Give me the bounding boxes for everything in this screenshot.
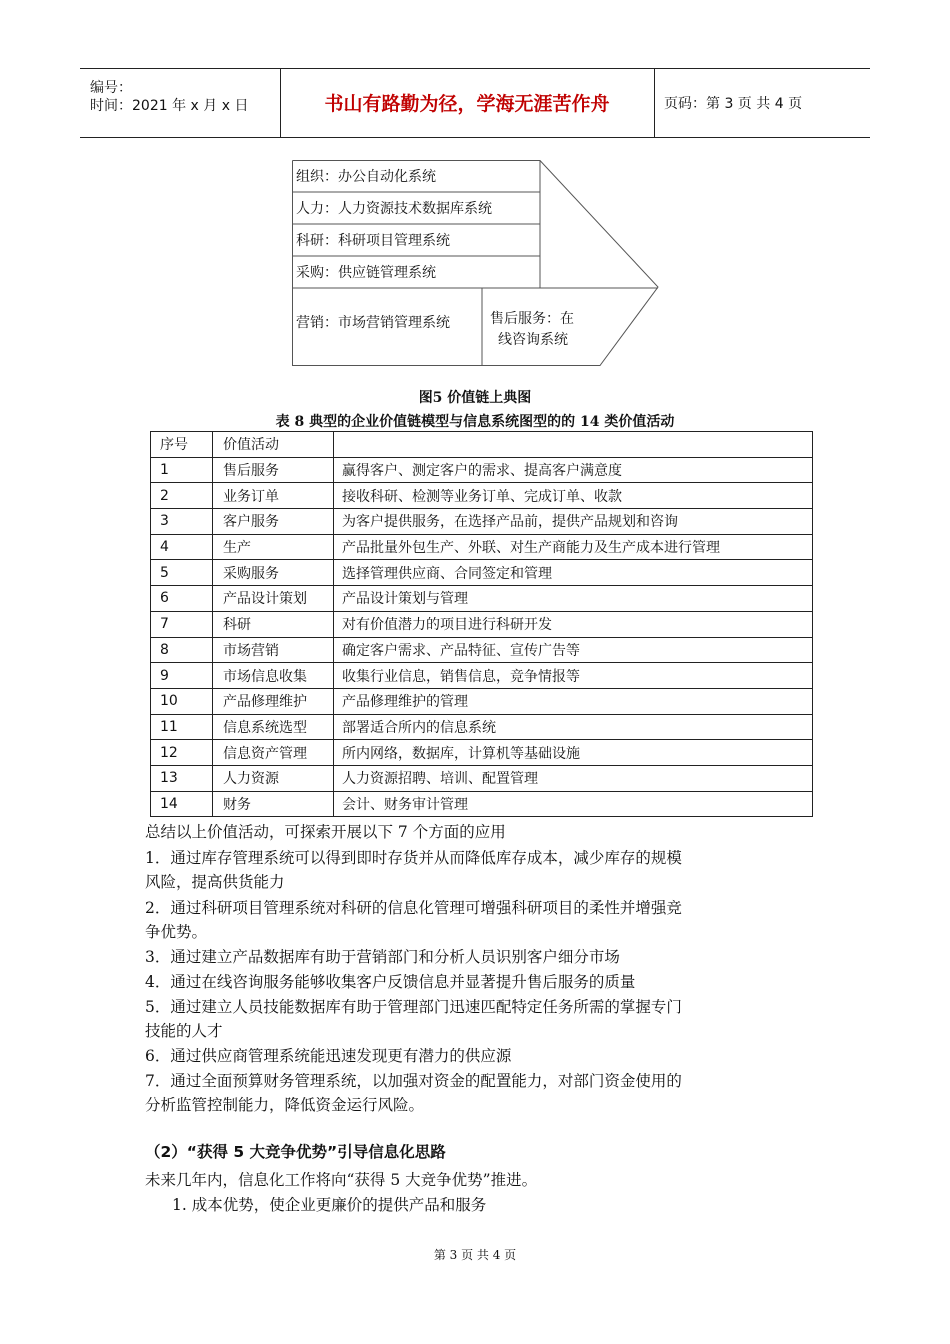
summary-intro: 总结以上价值活动，可探索开展以下 7 个方面的应用 [145,823,506,841]
row-activity: 市场信息收集 [213,663,334,689]
row-activity: 业务订单 [213,483,334,509]
date-label: 时间：2021 年 x 月 x 日 [90,98,249,114]
row-description: 赢得客户、测定客户的需求、提高客户满意度 [334,457,813,483]
application-item-5-cont: 技能的人才 [145,1022,223,1040]
table-row [151,483,813,509]
header-divider [654,69,655,137]
header-page-label: 页码：第 3 页 共 4 页 [664,96,803,112]
application-item-1: 1．通过库存管理系统可以得到即时存货并从而降低库存成本，减少库存的规模 [145,849,682,867]
table-row [151,765,813,791]
row-index: 2 [151,483,213,509]
value-chain-diagram [292,160,664,366]
row-activity: 科研 [213,611,334,637]
table-header-cell: 序号 [151,432,213,458]
row-activity: 采购服务 [213,560,334,586]
diagram-row-procurement: 采购：供应链管理系统 [296,265,436,281]
diagram-row-hr: 人力：人力资源技术数据库系统 [296,201,492,217]
diagram-row-organization: 组织：办公自动化系统 [296,169,436,185]
row-activity: 市场营销 [213,637,334,663]
row-index: 3 [151,509,213,535]
table-row [151,611,813,637]
page-footer: 第 3 页 共 4 页 [433,1248,517,1262]
row-description: 产品修理维护的管理 [334,688,813,714]
application-item-2-cont: 争优势。 [145,923,208,941]
row-activity: 产品设计策划 [213,586,334,612]
table-row [151,740,813,766]
row-index: 1 [151,457,213,483]
table-header-row [151,432,813,458]
row-index: 13 [151,765,213,791]
row-index: 5 [151,560,213,586]
table-row [151,457,813,483]
row-activity: 信息资产管理 [213,740,334,766]
application-item-4: 4．通过在线咨询服务能够收集客户反馈信息并显著提升售后服务的质量 [145,973,636,991]
row-description: 产品批量外包生产、外联、对生产商能力及生产成本进行管理 [334,534,813,560]
row-description: 选择管理供应商、合同签定和管理 [334,560,813,586]
application-item-5: 5．通过建立人员技能数据库有助于管理部门迅速匹配特定任务所需的掌握专门 [145,998,682,1016]
value-activities-table [150,431,813,817]
row-activity: 售后服务 [213,457,334,483]
application-item-1-cont: 风险，提高供货能力 [145,873,285,891]
table-row [151,560,813,586]
section-heading: （2）“获得 5 大竞争优势”引导信息化思路 [145,1143,446,1161]
row-description: 会计、财务审计管理 [334,791,813,817]
row-index: 4 [151,534,213,560]
row-activity: 人力资源 [213,765,334,791]
table-row [151,586,813,612]
row-activity: 产品修理维护 [213,688,334,714]
advantage-point-1: 1. 成本优势，使企业更廉价的提供产品和服务 [172,1196,487,1214]
row-index: 6 [151,586,213,612]
table-row [151,509,813,535]
row-index: 8 [151,637,213,663]
row-description: 产品设计策划与管理 [334,586,813,612]
row-activity: 信息系统选型 [213,714,334,740]
table-row [151,688,813,714]
application-item-3: 3．通过建立产品数据库有助于营销部门和分析人员识别客户细分市场 [145,948,620,966]
row-description: 接收科研、检测等业务订单、完成订单、收款 [334,483,813,509]
table-caption: 表 8 典型的企业价值链模型与信息系统图型的的 14 类价值活动 [275,414,675,430]
section-intro: 未来几年内，信息化工作将向“获得 5 大竞争优势”推进。 [145,1171,538,1189]
figure-caption: 图5 价值链上典图 [418,390,532,406]
row-description: 部署适合所内的信息系统 [334,714,813,740]
row-activity: 财务 [213,791,334,817]
row-description: 确定客户需求、产品特征、宣传广告等 [334,637,813,663]
header-motto: 书山有路勤为径，学海无涯苦作舟 [324,93,610,115]
row-description: 所内网络，数据库，计算机等基础设施 [334,740,813,766]
diagram-row-marketing: 营销：市场营销管理系统 [296,315,450,331]
table-header-cell [334,432,813,458]
table-row [151,714,813,740]
application-item-2: 2．通过科研项目管理系统对科研的信息化管理可增强科研项目的柔性并增强竞 [145,899,682,917]
header-meta-cell [80,69,280,137]
table-header-cell: 价值活动 [213,432,334,458]
row-activity: 客户服务 [213,509,334,535]
table-row [151,534,813,560]
row-index: 11 [151,714,213,740]
page-header [80,68,870,138]
row-description: 对有价值潜力的项目进行科研开发 [334,611,813,637]
row-index: 12 [151,740,213,766]
application-item-7: 7．通过全面预算财务管理系统，以加强对资金的配置能力，对部门资金使用的 [145,1072,682,1090]
diagram-aftersales-line1: 售后服务：在 [490,311,574,327]
row-index: 14 [151,791,213,817]
row-description: 收集行业信息，销售信息，竞争情报等 [334,663,813,689]
application-item-7-cont: 分析监管控制能力，降低资金运行风险。 [145,1096,425,1114]
row-index: 7 [151,611,213,637]
row-description: 为客户提供服务，在选择产品前，提供产品规划和咨询 [334,509,813,535]
row-activity: 生产 [213,534,334,560]
table-row [151,791,813,817]
row-index: 9 [151,663,213,689]
number-label: 编号： [90,80,132,96]
diagram-row-research: 科研：科研项目管理系统 [296,233,450,249]
row-index: 10 [151,688,213,714]
diagram-aftersales-line2: 线咨询系统 [498,332,568,348]
application-item-6: 6．通过供应商管理系统能迅速发现更有潜力的供应源 [145,1047,512,1065]
table-row [151,663,813,689]
table-row [151,637,813,663]
row-description: 人力资源招聘、培训、配置管理 [334,765,813,791]
